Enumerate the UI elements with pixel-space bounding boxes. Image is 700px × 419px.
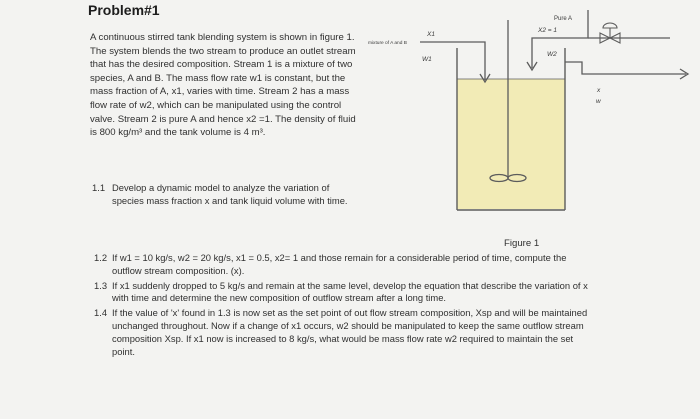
label-x1: X1 [427,31,435,38]
problem-title: Problem#1 [88,2,160,18]
tank-liquid [457,79,565,209]
question-1-2 [94,252,594,278]
question-text: Develop a dynamic model to analyze the variation of species mass fraction x and tank liquid volume with time. [112,182,348,206]
figure-caption: Figure 1 [504,238,540,249]
label-x-out: x [597,87,601,94]
question-1-3 [94,280,594,306]
question-number: 1.2 [94,252,108,263]
intro-text: A continuous stirred tank blending system is shown in figure 1. The system blends the two stream to produce an outlet stream that has the desired composition. Stream 1 is a mixture of two species, A and B. The mass flow rate w1 is constant, but the mass fraction of A, x1, varies with time. Stream 2 has a mass flow rate of w2, which can be manipulated using the control valve. Stream 2 is pure A and hence x2 =1. The density of fluid is 800 kg/m³ and the tank volume is 4 m³. [90,32,356,139]
control-valve-icon[interactable] [600,23,620,43]
label-w1: W1 [422,56,432,63]
label-w2: W2 [547,51,557,58]
problem-intro [90,31,358,140]
question-1-1 [92,182,362,207]
stream-2-pipe [527,10,670,70]
label-w-out: w [596,98,601,105]
outlet-pipe [565,62,688,79]
question-number: 1.4 [94,307,108,319]
question-number: 1.1 [92,182,106,193]
question-1-4 [94,307,594,358]
question-number: 1.3 [94,279,108,291]
question-text: If the value of 'x' found in 1.3 is now set as the set point of out flow stream composition, Xsp and will be maintained unchanged throughout. Now if a change of x1 occurs, w2 should be manipulated to keep the same outflow stream composition Xsp. If x1 now is increased to 8 kg/s, what would be mass flow rate w2 required to maintain the set point. [112,307,588,357]
label-pure-a: Pure A [554,16,573,22]
question-text: If w1 = 10 kg/s, w2 = 20 kg/s, x1 = 0.5, x2= 1 and those remain for a considerable period of time, compute the outflow stream composition. (x). [112,252,567,276]
label-mixture: mixture of A and B [368,41,407,46]
figure-1-diagram [360,0,700,236]
question-text: If x1 suddenly dropped to 5 kg/s and remain at the same level, develop the equation that describe the variation of x with time and determine the new composition of outflow stream after a long time. [112,279,588,304]
question-list [94,252,594,360]
label-x2: X2 = 1 [538,27,557,34]
